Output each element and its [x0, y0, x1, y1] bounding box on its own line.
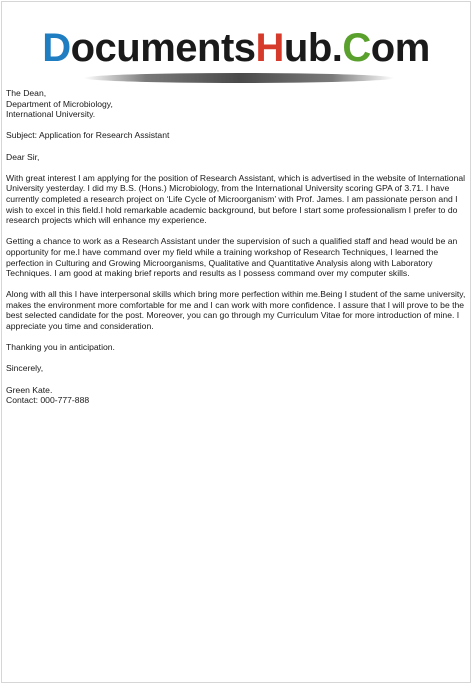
signature-name: Green Kate. — [6, 384, 53, 395]
recipient-line: The Dean, — [6, 88, 47, 98]
logo-part: om — [370, 26, 430, 70]
recipient-line: International University. — [6, 109, 96, 120]
signature-contact: Contact: 000-777-888 — [6, 395, 90, 406]
logo-part: . — [331, 26, 343, 70]
logo-part: C — [342, 26, 371, 70]
signature-block — [6, 385, 470, 406]
logo-swoosh-decoration — [84, 73, 394, 83]
logo-part: ub — [283, 26, 332, 70]
thanks-line: Thanking you in anticipation. — [6, 342, 115, 353]
site-logo — [2, 24, 470, 72]
recipient-line: Department of Microbiology, — [6, 98, 113, 109]
logo-part: D — [42, 26, 71, 70]
subject-line: Subject: Application for Research Assistant — [6, 130, 170, 141]
document-page — [1, 1, 471, 683]
paragraph: With great interest I am applying for the position of Research Assistant, which is advertised in the website of International University yesterday. I did my B.S. (Hons.) Microbiology, from the International University scoring GPA of 3.71. I have currently completed a research project on ‘Life Cycle of Microorganism’ with Prof. James. I am passionate person and I wish to excel in this field.I hold remarkable academic background, but before I start some professionalism I prefer to do research projects which will enhance my experience. — [6, 172, 466, 226]
logo-part: ocuments — [70, 26, 256, 70]
paragraph: Along with all this I have interpersonal skills which bring more perfection within me.Being I student of the same university, makes the environment more comfortable for me and I can work with more confidence. I assure that I will prove to be the best selected candidate for the post. Moreover, you can go through my Curriculum Vitae for more introduction of mine. I appreciate you time and consideration. — [6, 289, 466, 332]
letter-body — [6, 88, 470, 416]
logo-part: H — [255, 26, 284, 70]
recipient-block — [6, 88, 470, 120]
closing-line: Sincerely, — [6, 363, 44, 374]
paragraph: Getting a chance to work as a Research Assistant under the supervision of such a qualified staff and head would be an opportunity for me.I have command over my field while a training workshop of Research Techniques, I learned the perfection in Culturing and Growing Microorganisms, Qualitative and Quantitative Analysis along with Laboratory Techniques. I am good at making brief reports and results as I possess command over my computer skills. — [6, 236, 458, 279]
salutation: Dear Sir, — [6, 151, 40, 162]
